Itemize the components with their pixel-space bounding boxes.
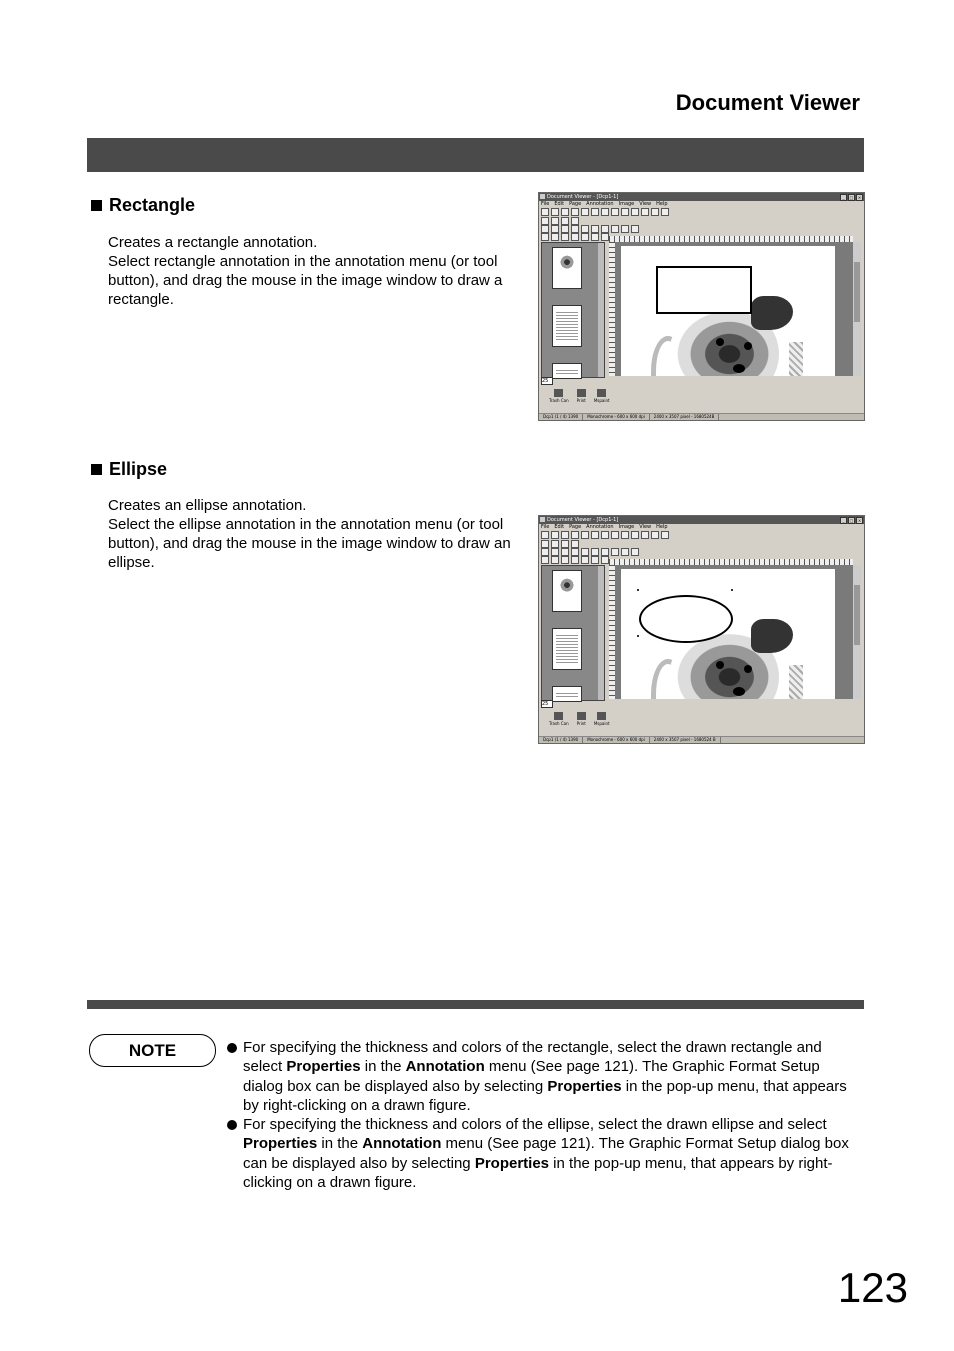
puppy-eye [716, 661, 724, 669]
rotate-icon[interactable] [631, 225, 639, 233]
thumbnail-scrollbar[interactable] [598, 566, 604, 700]
close-icon[interactable]: × [857, 195, 862, 200]
menu-file[interactable]: File [541, 201, 550, 207]
print-label: Print [576, 721, 586, 726]
note-bold-annotation: Annotation [362, 1135, 442, 1153]
text-page-thumbnail-icon [556, 310, 578, 342]
rectangle-annotation[interactable] [656, 266, 752, 314]
status-bar [539, 736, 864, 743]
rectangle-heading [91, 195, 195, 216]
window-title: Document Viewer - [Dcp1-1] [547, 194, 619, 200]
rectangle-heading-text: Rectangle [109, 195, 196, 215]
tool-icon[interactable] [561, 556, 569, 564]
menu-help[interactable]: Help [656, 201, 668, 207]
puppy-eye [716, 338, 724, 346]
tool-icon[interactable] [571, 556, 579, 564]
note-bold-properties: Properties [286, 1058, 361, 1076]
tool-icon[interactable] [601, 233, 609, 241]
copy-icon[interactable] [591, 531, 599, 539]
zoom-icon[interactable] [641, 531, 649, 539]
image-window[interactable] [615, 242, 853, 376]
puppy-ear [751, 619, 793, 653]
ellipse-description-line-2: Select the ellipse annotation in the annotation menu (or tool button), and drag the mouse in the image window to draw an ellipse. [108, 516, 511, 571]
thumbnail-page-3[interactable] [552, 363, 582, 379]
menu-edit[interactable]: Edit [554, 524, 565, 530]
bullet-icon [227, 1120, 237, 1130]
ellipse-tool-icon[interactable] [591, 225, 599, 233]
printer-icon [577, 389, 586, 397]
text-page-thumbnail-icon [556, 691, 578, 697]
mspaint-label: Mspaint [593, 398, 610, 403]
rotate-icon[interactable] [631, 548, 639, 556]
stamp-icon[interactable] [621, 548, 629, 556]
cut-icon[interactable] [581, 208, 589, 216]
ellipse-screenshot [538, 515, 865, 744]
text-icon[interactable] [561, 548, 569, 556]
tool-icon[interactable] [541, 556, 549, 564]
puppy-thumbnail-icon [557, 254, 577, 272]
select-icon[interactable] [541, 548, 549, 556]
menu-help[interactable]: Help [656, 524, 668, 530]
thumbnail-page-1[interactable] [552, 570, 582, 612]
bottom-toolbar [549, 712, 610, 726]
save-icon[interactable] [551, 531, 559, 539]
view-icon[interactable] [661, 208, 669, 216]
bottom-section-bar [87, 1000, 864, 1009]
view-icon[interactable] [651, 208, 659, 216]
top-section-bar [87, 138, 864, 172]
note-text: in the pop-up menu, that appears by right-clicking on a drawn figure. [243, 1154, 833, 1192]
ellipse-description [108, 496, 518, 572]
note-text: in the [360, 1058, 406, 1076]
menu-file[interactable]: File [541, 524, 550, 530]
prev-page-icon[interactable] [551, 540, 559, 548]
toolbar-row-1 [541, 208, 862, 215]
note-label: NOTE [89, 1034, 216, 1067]
selection-handle[interactable] [731, 589, 733, 591]
note-text: For specifying the thickness and colors of the ellipse, select the drawn ellipse and select [243, 1116, 827, 1134]
first-page-icon[interactable] [541, 540, 549, 548]
status-mode: Monochrome - 600 x 600 dpi [583, 414, 650, 420]
window-titlebar [539, 516, 864, 524]
paste-icon[interactable] [601, 208, 609, 216]
app-icon [540, 517, 545, 522]
tool-icon[interactable] [561, 233, 569, 241]
delete-icon[interactable] [611, 531, 619, 539]
tool-icon[interactable] [601, 556, 609, 564]
puppy-ear [751, 296, 793, 330]
menu-page[interactable]: Page [569, 201, 582, 207]
note-bold-properties: Properties [243, 1135, 318, 1153]
thumbnail-panel[interactable] [541, 242, 605, 378]
open-icon[interactable] [541, 531, 549, 539]
rectangle-description-line-1: Creates a rectangle annotation. [108, 234, 318, 251]
trash-can-label: Trash Can [549, 398, 569, 403]
line-icon[interactable] [571, 548, 579, 556]
status-size: 2400 x 3507 pixel - 1680524 B [650, 737, 721, 743]
rectangle-tool-icon[interactable] [581, 225, 589, 233]
window-titlebar [539, 193, 864, 201]
minimize-icon[interactable]: _ [840, 517, 847, 524]
print-icon[interactable] [561, 208, 569, 216]
zoom-field[interactable]: 25 [541, 377, 553, 385]
tool-icon[interactable] [581, 233, 589, 241]
tool-icon[interactable] [541, 233, 549, 241]
ellipse-tool-icon[interactable] [591, 548, 599, 556]
puppy-nose [733, 364, 745, 373]
note-list [226, 1038, 851, 1192]
status-page: Dcp1 (1 / 4) 1390 [539, 737, 583, 743]
line-icon[interactable] [571, 225, 579, 233]
status-page: Dcp1 (1 / 4) 1390 [539, 414, 583, 420]
ellipse-annotation[interactable] [639, 595, 733, 643]
paint-icon [597, 712, 606, 720]
page-icon[interactable] [631, 531, 639, 539]
page-icon[interactable] [631, 208, 639, 216]
toolbar-row-2 [541, 540, 862, 547]
menu-edit[interactable]: Edit [554, 201, 565, 207]
rectangle-description [108, 233, 518, 309]
tool-icon[interactable] [571, 233, 579, 241]
note-text: in the [317, 1135, 363, 1153]
hand-icon[interactable] [551, 225, 559, 233]
hand-icon[interactable] [551, 548, 559, 556]
note-item-rectangle [226, 1038, 851, 1115]
square-bullet-icon [91, 200, 102, 211]
note-bold-properties: Properties [474, 1154, 550, 1172]
status-bar [539, 413, 864, 420]
marker-icon[interactable] [601, 548, 609, 556]
paint-icon [597, 389, 606, 397]
menu-image[interactable]: Image [618, 201, 635, 207]
square-bullet-icon [91, 464, 102, 475]
text-page-thumbnail-icon [556, 368, 578, 374]
mspaint-button[interactable] [594, 389, 610, 403]
tool-icon[interactable] [591, 233, 599, 241]
next-page-icon[interactable] [561, 217, 569, 225]
bottom-toolbar [549, 389, 610, 403]
toolbar-row-2 [541, 217, 862, 224]
menu-view[interactable]: View [639, 201, 652, 207]
text-page-thumbnail-icon [556, 633, 578, 665]
tool-icon[interactable] [551, 556, 559, 564]
maximize-icon[interactable]: □ [849, 195, 854, 200]
stamp-icon[interactable] [621, 225, 629, 233]
menu-annotation[interactable]: Annotation [586, 524, 614, 530]
last-page-icon[interactable] [571, 540, 579, 548]
delete-icon[interactable] [611, 208, 619, 216]
trash-can-button[interactable] [549, 712, 569, 726]
bullet-icon [227, 1043, 237, 1053]
rope [789, 665, 803, 699]
mspaint-label: Mspaint [593, 721, 610, 726]
last-page-icon[interactable] [571, 217, 579, 225]
trash-can-label: Trash Can [549, 721, 569, 726]
note-bold-properties: Properties [547, 1077, 622, 1095]
selection-handle[interactable] [637, 589, 639, 591]
puppy-eye [744, 342, 752, 350]
note-item-ellipse [226, 1115, 851, 1192]
close-icon[interactable]: × [857, 518, 862, 523]
rectangle-tool-icon[interactable] [581, 548, 589, 556]
paste-icon[interactable] [601, 531, 609, 539]
status-size: 2400 x 3507 pixel - 1680524B [650, 414, 720, 420]
view-icon[interactable] [651, 531, 659, 539]
copy-icon[interactable] [591, 208, 599, 216]
maximize-icon[interactable]: □ [849, 518, 854, 523]
first-page-icon[interactable] [541, 217, 549, 225]
thumbnail-page-2[interactable] [552, 305, 582, 347]
note-text: menu (See page 121). The Graphic Format Setup dialog box can be displayed also by selecting [243, 1135, 849, 1172]
tool-icon[interactable] [591, 556, 599, 564]
rope [789, 342, 803, 376]
window-title: Document Viewer - [Dcp1-1] [547, 517, 619, 523]
mspaint-button[interactable] [594, 712, 610, 726]
trash-can-icon [554, 712, 563, 720]
thumbnail-page-1[interactable] [552, 247, 582, 289]
trash-can-button[interactable] [549, 389, 569, 403]
note-bold-annotation: Annotation [405, 1058, 485, 1076]
thumbnail-panel[interactable] [541, 565, 605, 701]
thumbnail-page-2[interactable] [552, 628, 582, 670]
status-mode: Monochrome - 600 x 600 dpi [583, 737, 650, 743]
menu-annotation[interactable]: Annotation [586, 201, 614, 207]
image-window[interactable] [615, 565, 853, 699]
select-icon[interactable] [541, 225, 549, 233]
puppy-nose [733, 687, 745, 696]
app-icon [540, 194, 545, 199]
zoom-icon[interactable] [641, 208, 649, 216]
note-text: in the pop-up menu, that appears by right-clicking on a drawn figure. [243, 1077, 847, 1114]
prev-page-icon[interactable] [551, 217, 559, 225]
page-header-title: Document Viewer [675, 90, 860, 115]
print-icon[interactable] [561, 531, 569, 539]
vertical-scrollbar[interactable] [853, 565, 861, 699]
ellipse-heading-text: Ellipse [109, 459, 168, 479]
puppy-thumbnail-icon [557, 577, 577, 595]
menu-view[interactable]: View [639, 524, 652, 530]
selection-handle[interactable] [637, 635, 639, 637]
toolbar-row-3 [541, 225, 862, 232]
page-icon[interactable] [621, 531, 629, 539]
vertical-scrollbar[interactable] [853, 242, 861, 376]
note-text: menu (See page 121). The Graphic Format Setup dialog box can be displayed also by selecting [243, 1058, 820, 1095]
pen-icon[interactable] [611, 548, 619, 556]
scrollbar-thumb[interactable] [854, 262, 860, 322]
rectangle-screenshot [538, 192, 865, 421]
toolbar-row-3 [541, 548, 862, 555]
print-label: Print [576, 398, 586, 403]
print-button[interactable] [577, 712, 586, 726]
print-button[interactable] [577, 389, 586, 403]
text-icon[interactable] [561, 225, 569, 233]
menu-image[interactable]: Image [618, 524, 635, 530]
zoom-field[interactable]: 25 [541, 700, 553, 708]
printer-icon [577, 712, 586, 720]
menu-page[interactable]: Page [569, 524, 582, 530]
toolbar-row-1 [541, 531, 862, 538]
document-page [621, 246, 835, 376]
tool-icon[interactable] [551, 233, 559, 241]
scrollbar-thumb[interactable] [854, 585, 860, 645]
pen-icon[interactable] [611, 225, 619, 233]
page-icon[interactable] [621, 208, 629, 216]
rectangle-description-line-2: Select rectangle annotation in the annotation menu (or tool button), and drag the mouse in the image window to draw a rectangle. [108, 253, 503, 308]
undo-icon[interactable] [571, 208, 579, 216]
puppy-eye [744, 665, 752, 673]
thumbnail-scrollbar[interactable] [598, 243, 604, 377]
minimize-icon[interactable]: _ [840, 194, 847, 201]
tool-icon[interactable] [581, 556, 589, 564]
next-page-icon[interactable] [561, 540, 569, 548]
ellipse-description-line-1: Creates an ellipse annotation. [108, 497, 307, 514]
undo-icon[interactable] [571, 531, 579, 539]
page-number: 123 [837, 1264, 908, 1311]
save-icon[interactable] [551, 208, 559, 216]
open-icon[interactable] [541, 208, 549, 216]
marker-icon[interactable] [601, 225, 609, 233]
document-page [621, 569, 835, 699]
note-text: For specifying the thickness and colors of the rectangle, select the drawn rectangle and select [243, 1039, 822, 1076]
trash-can-icon [554, 389, 563, 397]
cut-icon[interactable] [581, 531, 589, 539]
thumbnail-page-3[interactable] [552, 686, 582, 702]
view-icon[interactable] [661, 531, 669, 539]
ellipse-heading [91, 459, 167, 480]
